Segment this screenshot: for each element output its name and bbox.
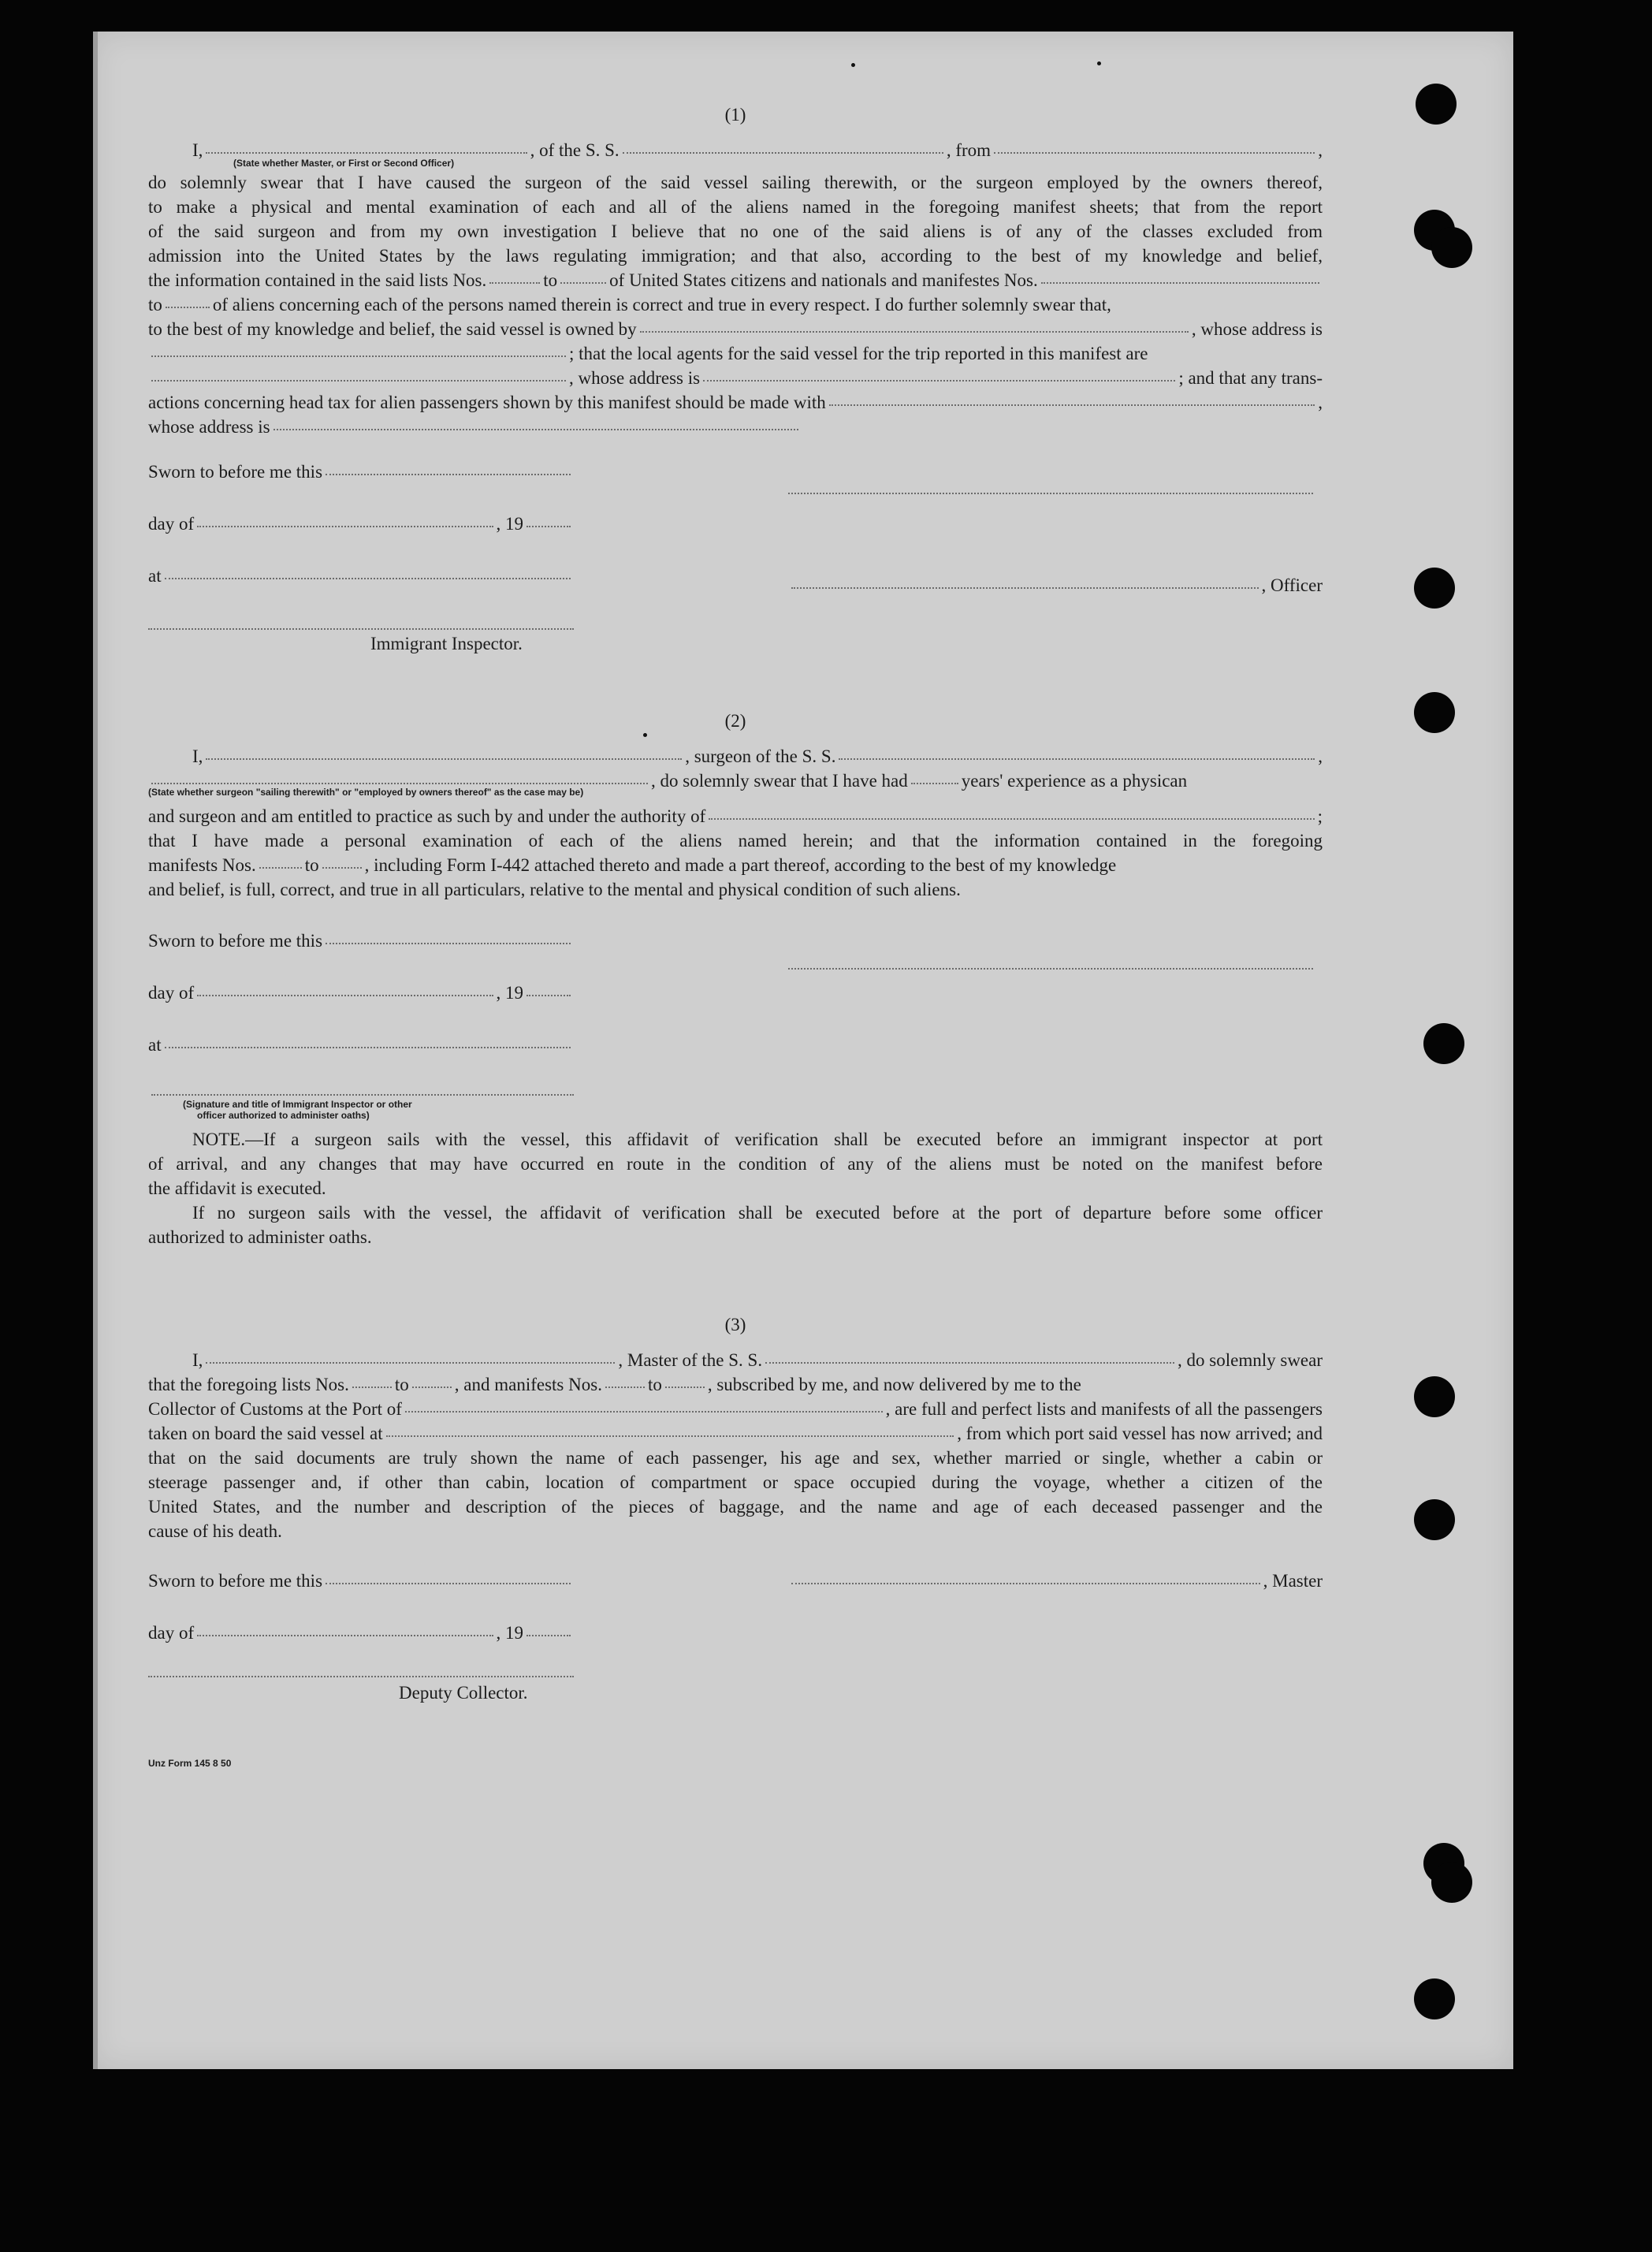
- s3-sworn-row: [148, 1569, 574, 1593]
- s2-field-name[interactable]: [206, 758, 682, 760]
- form-content: [148, 102, 1323, 1776]
- s3-text: , do solemnly swear: [1178, 1350, 1323, 1370]
- s3-field-vessel[interactable]: [765, 1362, 1174, 1364]
- s3-collector-label: Deputy Collector.: [399, 1683, 528, 1703]
- punch-hole: [1414, 692, 1455, 733]
- section-3-heading: (3): [724, 1315, 746, 1334]
- s1-text: ; that the local agents for the said vessel for the trip reported in this manifest are: [569, 344, 1148, 363]
- s2-text: to: [304, 855, 319, 875]
- punch-hole: [1414, 1376, 1455, 1417]
- s2-sig-caption-1: (Signature and title of Immigrant Inspector or other: [183, 1099, 412, 1110]
- s1-inspector-label: Immigrant Inspector.: [370, 634, 523, 653]
- section-1-heading: (1): [724, 105, 746, 125]
- s3-para: steerage passenger and, if other than cabin, location of compartment or space occupied during the voyage, whether a citizen of the: [148, 1472, 1323, 1492]
- s3-text: to: [647, 1375, 662, 1394]
- s2-field-month[interactable]: [197, 995, 493, 996]
- s2-signature-line[interactable]: [788, 968, 1313, 970]
- s1-text: whose address is: [148, 417, 270, 437]
- section-1: [148, 102, 1323, 657]
- s3-field-master-signature[interactable]: [791, 1583, 1260, 1584]
- s2-note-line: authorized to administer oaths.: [148, 1227, 372, 1247]
- s3-text: , Master of the S. S.: [618, 1350, 763, 1370]
- s2-year-label: , 19: [496, 983, 523, 1003]
- s2-field-place[interactable]: [165, 1047, 571, 1048]
- s2-para-2: that I have made a personal examination of each of the aliens named herein; and that the information contained in the foregoing: [148, 831, 1323, 851]
- s3-text: , subscribed by me, and now delivered by me to the: [707, 1375, 1081, 1394]
- s1-at-label: at: [148, 566, 162, 586]
- punch-hole: [1414, 568, 1455, 609]
- s2-field-capacity[interactable]: [151, 783, 648, 784]
- s2-field-authority[interactable]: [709, 818, 1314, 820]
- s3-text: that the foregoing lists Nos.: [148, 1375, 349, 1394]
- s3-master-label: , Master: [1263, 1571, 1323, 1591]
- s2-at-row: [148, 1033, 574, 1057]
- s2-field-year[interactable]: [526, 995, 571, 996]
- s3-field-manifests-to[interactable]: [665, 1387, 705, 1388]
- s2-para-4: and belief, is full, correct, and true in all particulars, relative to the mental and physical condition of such aliens.: [148, 880, 961, 899]
- s1-text: of aliens concerning each of the persons named therein is correct and true in every respect. I do further solemnly swear that,: [212, 295, 1111, 315]
- s3-collector-line[interactable]: [148, 1676, 574, 1677]
- s3-sworn-label: Sworn to before me this: [148, 1571, 323, 1591]
- s2-text: I,: [192, 746, 203, 766]
- punch-hole: [1416, 84, 1457, 125]
- punch-hole: [1431, 1862, 1472, 1903]
- s3-text: , and manifests Nos.: [454, 1375, 602, 1394]
- s1-text: to the best of my knowledge and belief, the said vessel is owned by: [148, 319, 637, 339]
- form-number: Unz Form 145 8 50: [148, 1758, 232, 1769]
- punch-hole: [1431, 227, 1472, 268]
- s1-field-lists-to[interactable]: [560, 282, 606, 284]
- speck: [851, 63, 855, 67]
- s1-field-month[interactable]: [197, 526, 493, 527]
- section-3: [148, 1312, 1323, 1718]
- s1-jurat: [148, 460, 1323, 657]
- s1-text: ,: [1318, 393, 1323, 412]
- s1-line-5: [148, 268, 1323, 292]
- s3-text: to: [394, 1375, 409, 1394]
- s1-field-officer[interactable]: [206, 152, 526, 154]
- s1-field-vessel[interactable]: [623, 152, 943, 154]
- s2-text: , do solemnly swear that I have had: [651, 771, 908, 791]
- s2-jurat: [148, 929, 1323, 1122]
- s1-text: actions concerning head tax for alien passengers shown by this manifest should be made with: [148, 393, 826, 412]
- s2-text: , including Form I-442 attached thereto and made a part thereof, according to the best of my knowledge: [364, 855, 1117, 875]
- form-page: [93, 32, 1513, 2069]
- s1-text: ; and that any trans-: [1178, 368, 1323, 388]
- s2-inspector-line[interactable]: [151, 1094, 574, 1096]
- s2-field-manifests-from[interactable]: [259, 867, 302, 869]
- s2-day-row: [148, 981, 574, 1005]
- s1-para-3: of the said surgeon and from my own investigation I believe that no one of the said aliens is of any of the classes excluded from: [148, 221, 1323, 241]
- s3-field-year[interactable]: [526, 1635, 571, 1636]
- page-edge: [93, 32, 98, 2069]
- s3-field-lists-to[interactable]: [412, 1387, 452, 1388]
- s2-line-3: [148, 804, 1323, 828]
- s1-para-2: to make a physical and mental examination of each and all of the aliens named in the foregoing manifest sheets; that from the report: [148, 197, 1323, 217]
- s1-caption: (State whether Master, or First or Second Officer): [233, 158, 455, 169]
- s2-note-line: NOTE.—If a surgeon sails with the vessel, this affidavit of verification shall be executed before an immigrant inspector at port: [192, 1130, 1323, 1149]
- s3-field-port[interactable]: [405, 1411, 883, 1413]
- s2-field-vessel[interactable]: [839, 758, 1315, 760]
- s3-day-row: [148, 1621, 574, 1645]
- s3-day-label: day of: [148, 1623, 195, 1643]
- s1-label-i: I,: [192, 140, 203, 160]
- s2-at-label: at: [148, 1035, 162, 1055]
- s3-field-month[interactable]: [197, 1635, 493, 1636]
- s3-para: United States, and the number and description of the pieces of baggage, and the name and age of each deceased passenger and the: [148, 1497, 1323, 1517]
- s2-caption: (State whether surgeon "sailing therewith" or "employed by owners thereof" as the case may be): [148, 787, 584, 798]
- s1-text: the information contained in the said lists Nos.: [148, 270, 487, 290]
- s2-text: years' experience as a physican: [961, 771, 1188, 791]
- section-2-heading: (2): [724, 711, 746, 731]
- s1-label-from: , from: [946, 140, 992, 160]
- s2-field-sworn-day[interactable]: [326, 943, 571, 944]
- s3-jurat: [148, 1569, 1323, 1718]
- s1-field-head-tax[interactable]: [829, 404, 1315, 406]
- s3-para: that on the said documents are truly shown the name of each passenger, his age and sex, whether married or single, whether a cabin or: [148, 1448, 1323, 1468]
- s1-officer-label: , Officer: [1261, 575, 1323, 595]
- s2-text: ;: [1317, 806, 1323, 826]
- s1-field-lists-from[interactable]: [489, 282, 540, 284]
- s3-text: , are full and perfect lists and manifests of all the passengers: [885, 1399, 1323, 1419]
- s1-field-agents[interactable]: [151, 380, 566, 382]
- section-2: [148, 709, 1323, 1249]
- s3-field-sworn-day[interactable]: [326, 1583, 571, 1584]
- s1-comma: ,: [1318, 140, 1323, 160]
- s3-line-2: [148, 1372, 1323, 1397]
- s1-text: to: [148, 295, 162, 315]
- s1-field-owner[interactable]: [640, 331, 1189, 333]
- s1-line-7: [148, 317, 1323, 341]
- s1-text: to: [543, 270, 558, 290]
- s1-day-label: day of: [148, 514, 195, 534]
- s1-officer-row: [788, 573, 1323, 597]
- s2-text: and surgeon and am entitled to practice as such by and under the authority of: [148, 806, 706, 826]
- s3-field-lists-from[interactable]: [352, 1387, 392, 1388]
- s3-field-manifests-from[interactable]: [605, 1387, 645, 1388]
- s1-label-of-ss: , of the S. S.: [530, 140, 620, 160]
- s1-text: , whose address is: [1191, 319, 1323, 339]
- s1-line-9: [148, 366, 1323, 390]
- s1-field-year[interactable]: [526, 526, 571, 527]
- s3-text: , from which port said vessel has now arrived; and: [957, 1424, 1323, 1443]
- punch-hole: [1414, 1978, 1455, 2019]
- s3-para: cause of his death.: [148, 1521, 282, 1541]
- s3-line-4: [148, 1421, 1323, 1446]
- s2-note-line: If no surgeon sails with the vessel, the affidavit of verification shall be executed before at the port of departure before some officer: [192, 1203, 1323, 1223]
- s1-sworn-row: [148, 460, 574, 484]
- s2-note-line: the affidavit is executed.: [148, 1178, 326, 1198]
- s1-line-6: [148, 292, 1323, 317]
- s2-line-4: [148, 853, 1323, 877]
- s1-text: , whose address is: [569, 368, 701, 388]
- s2-sig-caption-2: officer authorized to administer oaths): [197, 1110, 370, 1121]
- s1-para-4: admission into the United States by the laws regulating immigration; and that also, according to the best of my knowledge and belief,: [148, 246, 1323, 266]
- s2-line-1: [148, 744, 1323, 769]
- s3-field-embark-port[interactable]: [386, 1435, 954, 1437]
- s2-field-years[interactable]: [911, 783, 958, 784]
- s3-text: I,: [192, 1350, 203, 1370]
- s3-line-1: [148, 1348, 1323, 1372]
- s2-note-line: of arrival, and any changes that may have occurred en route in the condition of any of the aliens must be noted on the manifest before: [148, 1154, 1323, 1174]
- s1-inspector-line[interactable]: [148, 628, 574, 630]
- s2-sworn-row: [148, 929, 574, 953]
- s1-year-label: , 19: [496, 514, 523, 534]
- s1-field-manifests-from[interactable]: [1041, 282, 1319, 284]
- s1-sworn-label: Sworn to before me this: [148, 462, 323, 482]
- s1-field-owner-address[interactable]: [151, 355, 566, 357]
- s1-field-officer-signature[interactable]: [791, 587, 1259, 589]
- s2-text: , surgeon of the S. S.: [685, 746, 836, 766]
- s2-note: [148, 1127, 1323, 1249]
- s1-para-1: do solemnly swear that I have caused the surgeon of the said vessel sailing therewith, or the surgeon employed by the owners thereof,: [148, 173, 1323, 192]
- s1-field-agents-address[interactable]: [703, 380, 1175, 382]
- s1-field-place[interactable]: [165, 578, 571, 579]
- s1-line-8: [148, 341, 1323, 366]
- s3-text: Collector of Customs at the Port of: [148, 1399, 402, 1419]
- s3-text: taken on board the said vessel at: [148, 1424, 383, 1443]
- s1-at-row: [148, 564, 574, 588]
- s3-master-row: [788, 1569, 1323, 1593]
- s1-field-from[interactable]: [994, 152, 1315, 154]
- s2-day-label: day of: [148, 983, 195, 1003]
- punch-hole: [1423, 1023, 1464, 1064]
- s2-text: ,: [1318, 746, 1323, 766]
- s1-line-11: [148, 415, 1323, 439]
- s3-line-3: [148, 1397, 1323, 1421]
- s1-line-10: [148, 390, 1323, 415]
- s1-field-manifests-to[interactable]: [166, 307, 210, 308]
- s1-field-head-tax-address[interactable]: [273, 429, 798, 430]
- s1-text: of United States citizens and nationals and manifestes Nos.: [609, 270, 1038, 290]
- s1-day-row: [148, 512, 574, 536]
- s3-year-label: , 19: [496, 1623, 523, 1643]
- s2-field-manifests-to[interactable]: [322, 867, 362, 869]
- s1-field-sworn-day[interactable]: [326, 474, 571, 475]
- s2-text: manifests Nos.: [148, 855, 256, 875]
- speck: [1097, 61, 1101, 65]
- s2-sworn-label: Sworn to before me this: [148, 931, 323, 951]
- s3-field-name[interactable]: [206, 1362, 615, 1364]
- punch-hole: [1414, 1499, 1455, 1540]
- s1-signature-line-1[interactable]: [788, 493, 1313, 494]
